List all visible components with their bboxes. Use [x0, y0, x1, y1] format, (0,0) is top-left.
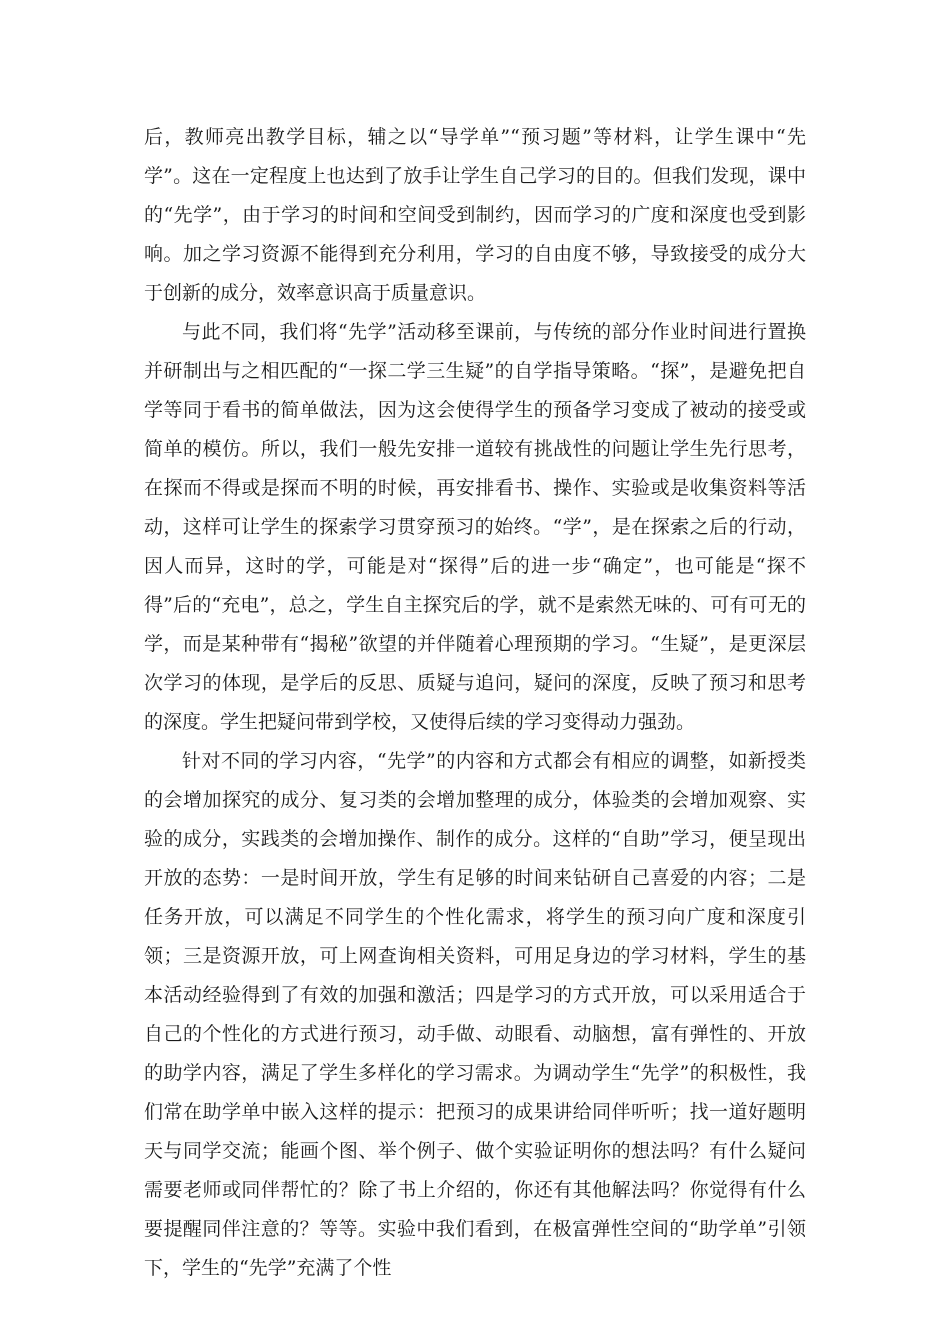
paragraph-continuation: 后，教师亮出教学目标，辅之以“导学单”“预习题”等材料，让学生课中“先学”。这在一定程度上也达到了放手让学生自己学习的目的。但我们发现，课中的“先学”，由于学习的时间和空间受到制约，因而学习的广度和深度也受到影响。加之学习资源不能得到充分利用，学习的自由度不够，导致接受的成分大于创新的成分，效率意识高于质量意识。 [144, 126, 806, 304]
paragraph-self-study-strategy: 与此不同，我们将“先学”活动移至课前，与传统的部分作业时间进行置换并研制出与之相匹配的“一探二学三生疑”的自学指导策略。“探”，是避免把自学等同于看书的简单做法，因为这会使得学生的预备学习变成了被动的接受或简单的模仿。所以，我们一般先安排一道较有挑战性的问题让学生先行思考，在探而不得或是探而不明的时候，再安排看书、操作、实验或是收集资料等活动，这样可让学生的探索学习贯穿预习的始终。“学”，是在探索之后的行动，因人而异，这时的学，可能是对“探得”后的进一步“确定”，也可能是“探不得”后的“充电”，总之，学生自主探究后的学，就不是索然无味的、可有可无的学，而是某种带有“揭秘”欲望的并伴随着心理预期的学习。“生疑”，是更深层次学习的体现，是学后的反思、质疑与追问，疑问的深度，反映了预习和思考的深度。学生把疑问带到学校，又使得后续的学习变得动力强劲。 [144, 321, 806, 733]
paragraph-open-learning: 针对不同的学习内容，“先学”的内容和方式都会有相应的调整，如新授类的会增加探究的成分、复习类的会增加整理的成分，体验类的会增加观察、实验的成分，实践类的会增加操作、制作的成分。这样的“自助”学习，便呈现出开放的态势：一是时间开放，学生有足够的时间来钻研自己喜爱的内容；二是任务开放，可以满足不同学生的个性化需求，将学生的预习向广度和深度引领；三是资源开放，可上网查询相关资料，可用足身边的学习材料，学生的基本活动经验得到了有效的加强和激活；四是学习的方式开放，可以采用适合于自己的个性化的方式进行预习，动手做、动眼看、动脑想，富有弹性的、开放的助学内容，满足了学生多样化的学习需求。为调动学生“先学”的积极性，我们常在助学单中嵌入这样的提示：把预习的成果讲给同伴听听；找一道好题明天与同学交流；能画个图、举个例子、做个实验证明你的想法吗？有什么疑问需要老师或同伴帮忙的？除了书上介绍的，你还有其他解法吗？你觉得有什么要提醒同伴注意的？等等。实验中我们看到，在极富弹性空间的“助学单”引领下，学生的“先学”充满了个性 [144, 750, 806, 1279]
document-body [144, 118, 806, 1288]
